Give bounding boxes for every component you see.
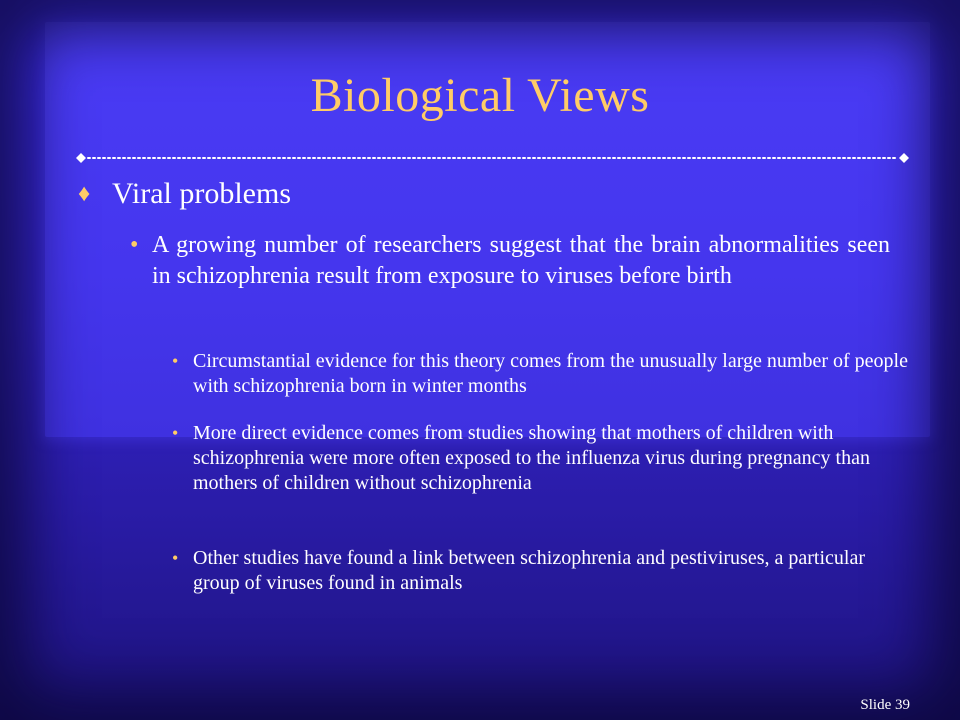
round-bullet-icon: •: [172, 423, 179, 443]
title-divider: [76, 150, 909, 166]
round-bullet-icon: •: [172, 548, 179, 568]
diamond-bullet-icon: ♦: [78, 181, 91, 207]
bullet-level3-text: More direct evidence comes from studies showing that mothers of children with schizophrenia were more often exposed to the influenza virus during pregnancy than mothers of children without schizophrenia: [193, 422, 870, 494]
round-bullet-icon: •: [130, 232, 139, 258]
bullet-level3-text: Circumstantial evidence for this theory comes from the unusually large number of people with schizophrenia born in winter months: [193, 350, 908, 397]
slide-number: Slide 39: [860, 697, 910, 713]
bullet-level3-text: Other studies have found a link between schizophrenia and pestiviruses, a particular group of viruses found in animals: [193, 547, 866, 594]
round-bullet-icon: •: [172, 351, 179, 371]
bullet-level3-item: [172, 546, 912, 596]
bullet-level3-item: [172, 421, 912, 496]
bullet-level2: [130, 230, 890, 292]
divider-right-diamond-icon: [899, 153, 909, 163]
bullet-level2-text: A growing number of researchers suggest that the brain abnormalities seen in schizophrenia result from exposure to viruses before birth: [152, 232, 890, 289]
slide-title: Biological Views: [310, 69, 650, 122]
divider-left-diamond-icon: [76, 153, 86, 163]
bullet-level3-item: [172, 349, 912, 399]
bullet-level1-text: Viral problems: [112, 177, 291, 210]
